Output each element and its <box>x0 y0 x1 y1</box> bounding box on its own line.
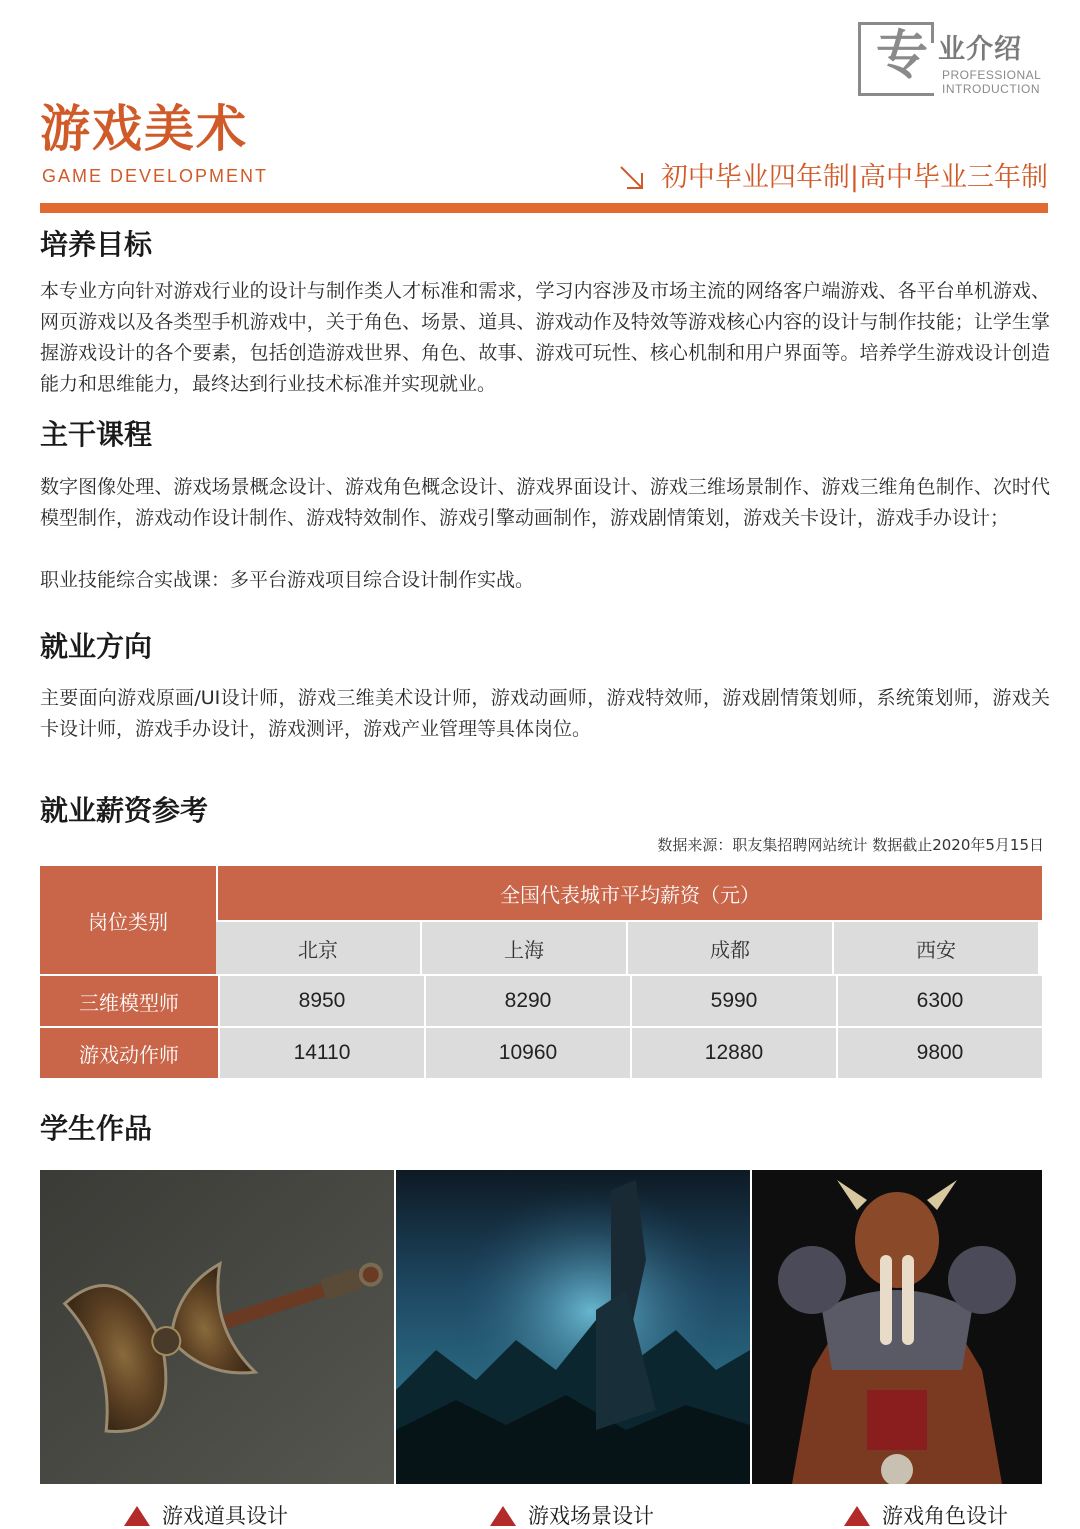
arrow-down-right-icon <box>617 163 647 193</box>
salary-table <box>40 866 1042 1078</box>
salary-value: 5990 <box>632 976 836 1026</box>
work-image-scene <box>396 1170 750 1484</box>
table-row <box>40 974 1042 1026</box>
role-label: 三维模型师 <box>40 976 218 1026</box>
section-heading-career: 就业方向 <box>40 630 153 663</box>
salary-value: 14110 <box>220 1028 424 1078</box>
badge-title: 业介绍 <box>938 34 1022 65</box>
career-text: 主要面向游戏原画/UI设计师，游戏三维美术设计师，游戏动画师，游戏特效师，游戏剧情策划师，系统策划师，游戏关卡设计师，游戏手办设计，游戏测评，游戏产业管理等具体岗位。 <box>40 687 1050 740</box>
badge-english-line1: PROFESSIONAL <box>942 68 1042 82</box>
role-label: 游戏动作师 <box>40 1028 218 1078</box>
section-heading-goal: 培养目标 <box>40 228 153 261</box>
program-duration <box>617 160 1048 196</box>
page-subtitle: GAME DEVELOPMENT <box>42 166 269 186</box>
table-row <box>40 1026 1042 1078</box>
goal-text: 本专业方向针对游戏行业的设计与制作类人才标准和需求，学习内容涉及市场主流的网络客户端游戏、各平台单机游戏、网页游戏以及各类型手机游戏中，关于角色、场景、道具、游戏动作及特效等游戏核心内容的设计与制作技能；让学生掌握游戏设计的各个要素，包括创造游戏世界、角色、故事、游戏可玩性、核心机制和用户界面等。培养学生游戏设计创造能力和思维能力，最终达到行业技术标准并实现就业。 <box>40 280 1050 395</box>
work-image-character <box>752 1170 1042 1484</box>
city-header: 西安 <box>834 922 1038 974</box>
badge-english <box>942 68 1041 96</box>
work-image-prop <box>40 1170 394 1484</box>
student-works-gallery <box>40 1170 1042 1484</box>
triangle-icon <box>490 1506 516 1526</box>
section-heading-works: 学生作品 <box>40 1112 153 1145</box>
salary-value: 10960 <box>426 1028 630 1078</box>
caption-text: 游戏角色设计 <box>882 1504 1008 1528</box>
salary-value: 12880 <box>632 1028 836 1078</box>
triangle-icon <box>844 1506 870 1526</box>
caption-prop <box>124 1503 288 1529</box>
table-span-header: 全国代表城市平均薪资（元） <box>218 866 1042 920</box>
caption-text: 游戏场景设计 <box>528 1504 654 1528</box>
header-divider <box>40 203 1048 213</box>
salary-value: 8950 <box>220 976 424 1026</box>
badge-english-line2: INTRODUCTION <box>942 82 1040 96</box>
salary-value: 8290 <box>426 976 630 1026</box>
program-duration-text: 初中毕业四年制|高中毕业三年制 <box>660 162 1048 193</box>
salary-value: 9800 <box>838 1028 1042 1078</box>
page-title: 游戏美术 <box>40 100 248 158</box>
section-badge <box>858 22 1048 100</box>
salary-value: 6300 <box>838 976 1042 1026</box>
caption-character <box>844 1503 1008 1529</box>
caption-text: 游戏道具设计 <box>162 1504 288 1528</box>
badge-big-char: 专 <box>876 26 929 86</box>
data-source-note: 数据来源：职友集招聘网站统计 数据截止2020年5月15日 <box>657 836 1044 854</box>
caption-scene <box>490 1503 654 1529</box>
city-header: 成都 <box>628 922 832 974</box>
courses-text: 数字图像处理、游戏场景概念设计、游戏角色概念设计、游戏界面设计、游戏三维场景制作、游戏三维角色制作、次时代模型制作，游戏动作设计制作、游戏特效制作、游戏引擎动画制作，游戏剧情策划，游戏关卡设计，游戏手办设计； <box>40 476 1050 529</box>
section-heading-salary: 就业薪资参考 <box>40 794 209 827</box>
section-heading-courses: 主干课程 <box>40 418 153 451</box>
city-header: 上海 <box>422 922 626 974</box>
triangle-icon <box>124 1506 150 1526</box>
courses-practice-text: 职业技能综合实战课：多平台游戏项目综合设计制作实战。 <box>40 569 535 591</box>
city-header: 北京 <box>216 922 420 974</box>
table-corner-header: 岗位类别 <box>40 866 216 974</box>
